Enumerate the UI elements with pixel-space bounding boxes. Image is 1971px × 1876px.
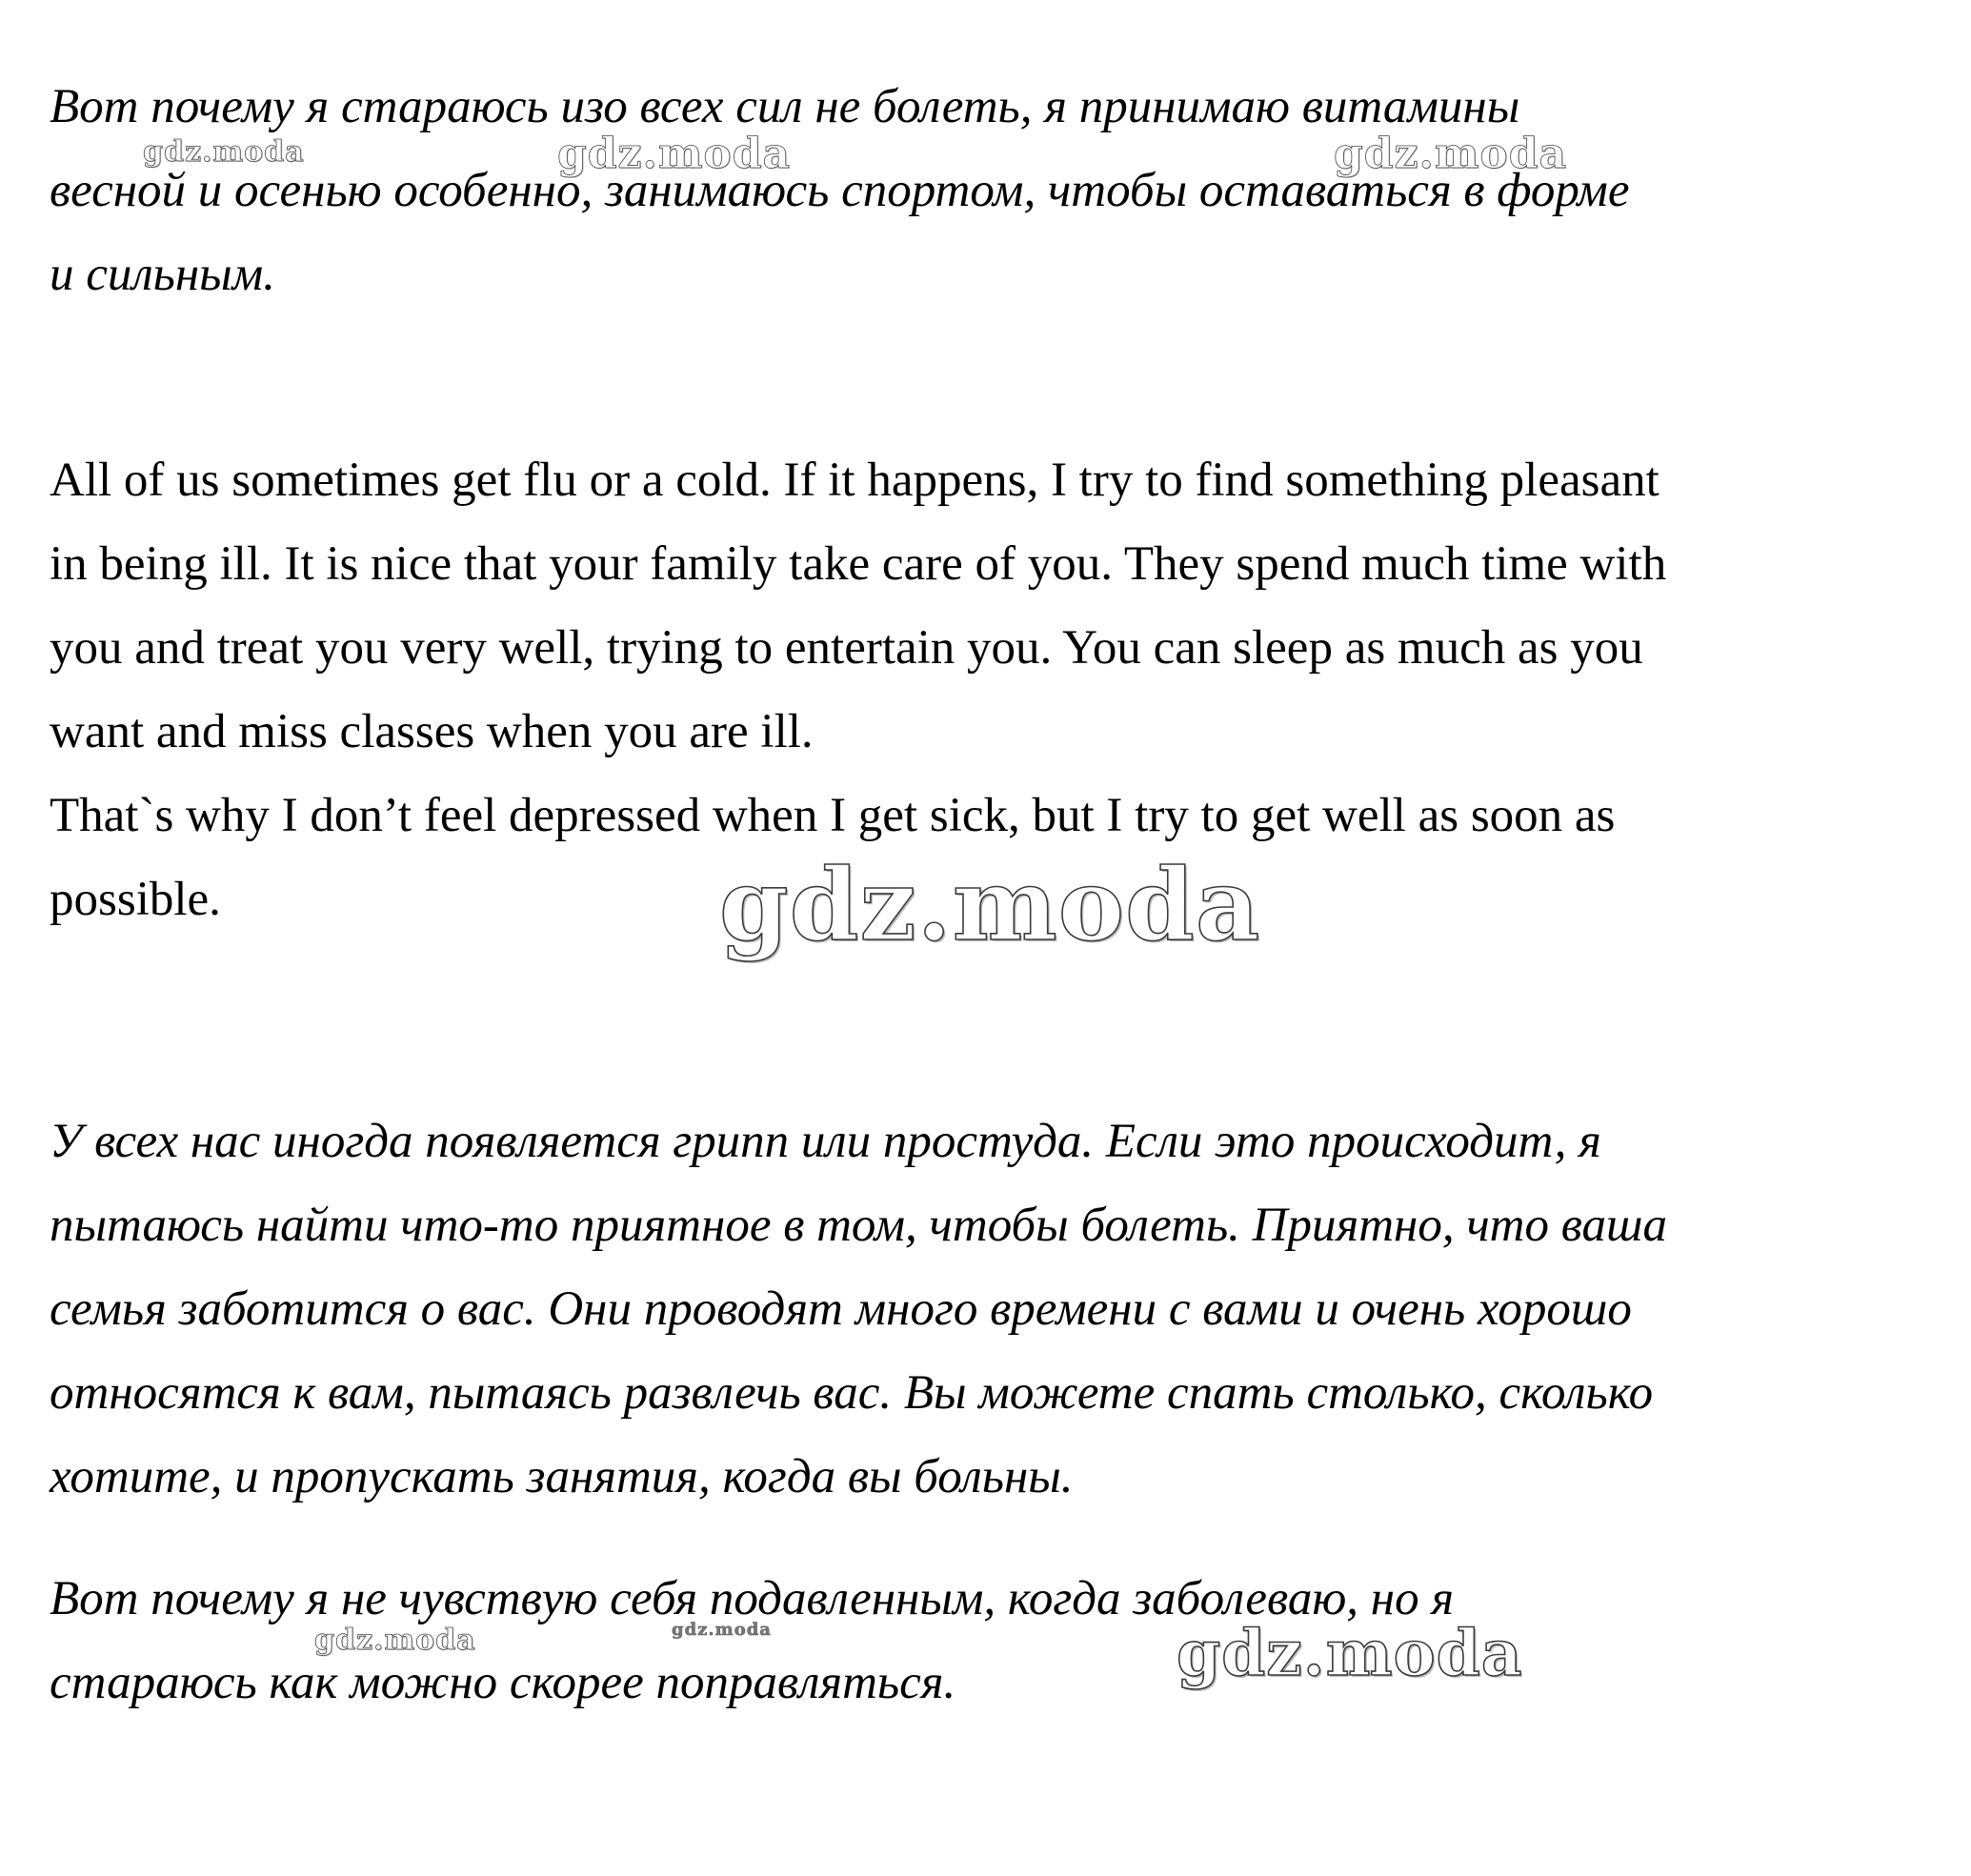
watermark-logo: gdz.moda <box>1177 1616 1523 1690</box>
ru-paragraph-2-line-1: У всех нас иногда появляется грипп или простуда. Если это происходит, я <box>50 1115 1601 1168</box>
watermark-logo: gdz.moda <box>1334 130 1568 178</box>
watermark-logo: gdz.moda <box>557 130 792 178</box>
ru-paragraph-1-line-1: Вот почему я стараюсь изо всех сил не болеть, я принимаю витамины <box>50 80 1520 133</box>
watermark-logo: gdz.moda <box>719 846 1261 963</box>
ru-paragraph-3-line-1: Вот почему я не чувствую себя подавленным, когда заболеваю, но я <box>50 1572 1455 1625</box>
ru-paragraph-1-line-2: весной и осенью особенно, занимаюсь спортом, чтобы оставаться в форме <box>50 164 1630 217</box>
ru-paragraph-2-line-3: семья заботится о вас. Они проводят много времени с вами и очень хорошо <box>50 1282 1632 1336</box>
en-paragraph-line-1: All of us sometimes get flu or a cold. If it happens, I try to find something pleasant <box>50 454 1659 507</box>
en-paragraph-line-3: you and treat you very well, trying to entertain you. You can sleep as much as you <box>50 621 1643 675</box>
ru-paragraph-1-line-3: и сильным. <box>50 248 275 301</box>
watermark-logo: gdz.moda <box>314 1624 476 1657</box>
ru-paragraph-3-line-2: стараюсь как можно скорее поправляться. <box>50 1656 956 1709</box>
ru-paragraph-2-line-2: пытаюсь найти что-то приятное в том, чтобы болеть. Приятно, что ваша <box>50 1199 1668 1252</box>
en-paragraph-line-2: in being ill. It is nice that your family take care of you. They spend much time with <box>50 537 1667 591</box>
ru-paragraph-2-line-4: относятся к вам, пытаясь развлечь вас. Вы можете спать столько, сколько <box>50 1366 1654 1420</box>
watermark-logo: gdz.moda <box>143 135 305 169</box>
en-paragraph-line-4: want and miss classes when you are ill. <box>50 705 814 758</box>
watermark-logo: gdz.moda <box>672 1620 772 1640</box>
ru-paragraph-2-line-5: хотите, и пропускать занятия, когда вы больны. <box>50 1450 1074 1503</box>
en-paragraph-line-5: That`s why I don’t feel depressed when I get sick, but I try to get well as soon as <box>50 789 1616 842</box>
en-paragraph-line-6: possible. <box>50 873 221 926</box>
